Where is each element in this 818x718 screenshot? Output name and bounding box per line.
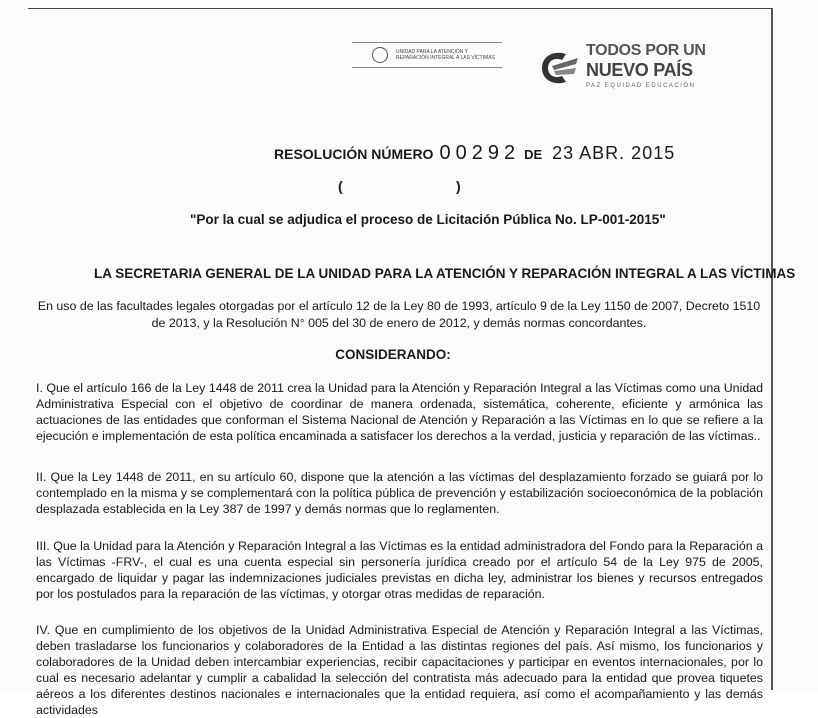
resolution-label: RESOLUCIÓN NÚMERO xyxy=(274,146,434,162)
legal-basis-paragraph: En uso de las facultades legales otorgadas por el artículo 12 de la Ley 80 de 1993, artículo 9 de la Ley 1150 de 2007, Decreto 1510 de 2013, y la Resolución N° 005 del 30 de enero de 2012, y demás normas concordantes. xyxy=(37,299,761,330)
paren-open: ( xyxy=(338,178,343,194)
considering-title: CONSIDERANDO: xyxy=(335,347,451,362)
brand-logo xyxy=(536,40,711,96)
brand-line-2: NUEVO PAÍS xyxy=(586,60,693,80)
considering-heading xyxy=(0,347,818,362)
paren-close: ) xyxy=(456,178,461,194)
resolution-subject: "Por la cual se adjudica el proceso de Licitación Pública No. LP-001-2015" xyxy=(190,212,666,227)
considering-paragraph-2: II. Que la Ley 1448 de 2011, en su artículo 60, dispone que la atención a las víctimas del desplazamiento forzado se guiará por lo contemplado en la misma y se complementará con la política pública de prevención y estabilización socioeconómica de la población desplazada establecida en la Ley 387 de 1997 y demás normas que lo reglamenten. xyxy=(36,470,763,516)
considering-paragraph-1: I. Que el artículo 166 de la Ley 1448 de 2011 crea la Unidad para la Atención y Reparación Integral a las Víctimas como una Unidad Administrativa Especial con el objetivo de coordinar de manera ordenada, sistemática, coherente, eficiente y armónica las actuaciones de las entidades que conforman el Sistema Nacional de Atención y Reparación a las Víctimas en lo que se refiere a la ejecución e implementación de esta política encaminada a satisfacer los derechos a la verdad, justicia y reparación de las víctimas.. xyxy=(36,381,763,443)
considering-paragraph-4: IV. Que en cumplimiento de los objetivos de la Unidad Administrativa Especial de Atención y Reparación Integral a las Víctimas, deben trasladarse los funcionarios y colaboradores de la Entidad a las distintas regiones del país. Así mismo, los funcionarios y colaboradores de la Unidad deben intercambiar experiencias, recibir capacitaciones y participar en eventos internacionales, por lo cual es necesario adelantar y cumplir a cabalidad la selección del contratista más adecuado para la entidad que provea tiquetes aéreos a los diferentes destinos nacionales e internacionales que la entidad requiera, así como el acompañamiento y las demás actividades xyxy=(36,623,763,717)
coat-of-arms-icon xyxy=(372,47,388,63)
government-logo xyxy=(352,42,502,68)
brand-line-1: TODOS POR UN xyxy=(586,42,706,59)
resolution-number: 00292 xyxy=(439,142,521,164)
considering-paragraph-3: III. Que la Unidad para la Atención y Reparación Integral a las Víctimas es la entidad administradora del Fondo para la Reparación a las Víctimas -FRV-, el cual es una cuenta especial sin personería jurídica creado por el artículo 54 de la Ley 975 de 2005, encargado de liquidar y pagar las indemnizaciones judiciales previstas en dicha ley, administrar los bienes y recursos entregados por los postulados para la reparación de las víctimas, y otorgar otras medidas de reparación. xyxy=(36,539,763,601)
brand-tagline: PAZ EQUIDAD EDUCACIÓN xyxy=(586,83,696,89)
government-logo-text: UNIDAD PARA LA ATENCIÓN Y REPARACIÓN INTEGRAL A LAS VÍCTIMAS xyxy=(396,49,495,61)
resolution-de: DE xyxy=(524,147,543,162)
resolution-date: 23 ABR. 2015 xyxy=(552,143,676,163)
page-border-top xyxy=(28,8,772,9)
brand-swoosh-icon xyxy=(536,46,580,86)
resolution-header xyxy=(274,142,675,165)
issuing-authority: LA SECRETARIA GENERAL DE LA UNIDAD PARA LA ATENCIÓN Y REPARACIÓN INTEGRAL A LAS VÍCTIMAS xyxy=(94,266,796,281)
